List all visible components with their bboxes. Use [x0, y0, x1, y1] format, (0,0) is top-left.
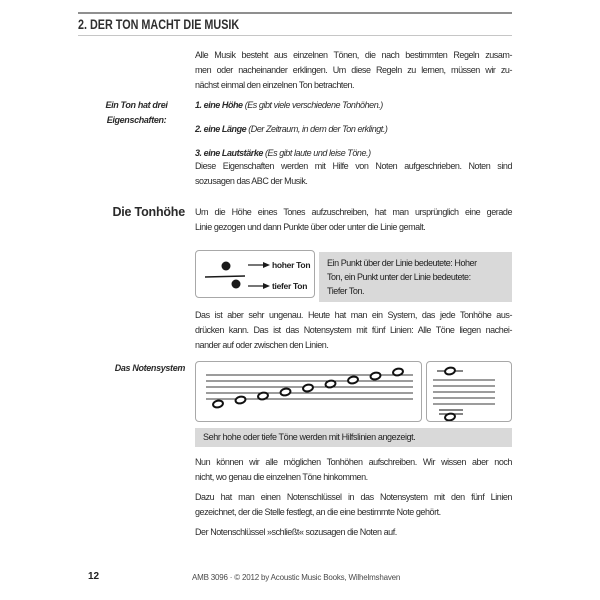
tonhoehe-paragraph: Um die Höhe eines Tones aufzuschreiben, hat man ursprünglich eine gerade Linie gezogen und dann Punkte über oder unter die Linie gemalt.	[195, 207, 512, 232]
callout-point-meaning: Ein Punkt über der Linie bedeutete: Hoher Ton, ein Punkt unter der Linie bedeutete: Tiefer Ton.	[319, 252, 512, 302]
properties-paragraph: Diese Eigenschaften werden mit Hilfe von Noten aufgeschrieben. Noten sind sozusagen das ABC der Musik.	[195, 161, 512, 186]
callout-hilfslinien: Sehr hohe oder tiefe Töne werden mit Hilfslinien angezeigt.	[195, 428, 512, 447]
sidebar-label-properties-line2: Eigenschaften:	[106, 115, 167, 125]
list-item-hoehe-label: 1. eine Höhe	[195, 100, 243, 110]
figure-staff-scale	[195, 361, 422, 422]
closing-paragraph-3: Der Notenschlüssel »schließt« sozusagen die Noten auf.	[195, 527, 397, 537]
list-item-hoehe	[195, 98, 512, 113]
intro-paragraph: Alle Musik besteht aus einzelnen Tönen, die nach bestimmten Regeln zusam- men oder nacheinander erklingen. Um diese Regeln zu lernen, müssen wir zu- nächst einmal den einzelnen Ton betrachten.	[195, 50, 512, 90]
footer-credit: AMB 3096 · © 2012 by Acoustic Music Books, Wilhelmshaven	[192, 573, 401, 582]
closing-paragraph-1: Nun können wir alle möglichen Tonhöhen aufschreiben. Wir wissen aber noch nicht, wo genau die einzelnen Töne hinkommen.	[195, 457, 512, 482]
system-paragraph: Das ist aber sehr ungenau. Heute hat man ein System, das jede Tonhöhe aus- drücken kann. Das ist das Notensystem mit fünf Linien: Alle Töne liegen nachei- nander auf oder zwischen den Linien.	[195, 310, 512, 350]
sidebar-label-properties-line1: Ein Ton hat drei	[105, 100, 168, 110]
closing-paragraph-2: Dazu hat man einen Notenschlüssel in das Notensystem mit den fünf Linien gezeichnet, der die Stelle festlegt, an die eine bestimmte Note gehört.	[195, 492, 512, 517]
top-rule	[78, 12, 512, 14]
page-number: 12	[88, 571, 100, 582]
list-item-hoehe-note: (Es gibt viele verschiedene Tonhöhen.)	[244, 100, 383, 110]
sidebar-label-properties	[78, 98, 185, 128]
list-item-laenge-note: (Der Zeitraum, in dem der Ton erklingt.)	[248, 124, 388, 134]
figure-ledger-lines	[426, 361, 512, 422]
page-title	[78, 17, 578, 32]
section-heading-tonhoehe: Die Tonhöhe	[112, 205, 185, 219]
title-underline	[78, 35, 512, 36]
list-item-laenge	[195, 122, 512, 137]
list-item-lautstaerke-label: 3. eine Lautstärke	[195, 148, 263, 158]
list-item-laenge-label: 2. eine Länge	[195, 124, 247, 134]
page-title-text: 2. DER TON MACHT DIE MUSIK	[78, 17, 240, 32]
sidebar-label-notensystem: Das Notensystem	[114, 363, 185, 373]
figure-line-dots	[195, 250, 315, 298]
list-item-lautstaerke-note: (Es gibt laute und leise Töne.)	[265, 148, 371, 158]
staff-ledger-notes-icon	[427, 362, 511, 421]
label-tiefer-ton: tiefer Ton	[272, 281, 308, 291]
label-hoher-ton: hoher Ton	[272, 260, 311, 270]
staff-ascending-notes-icon	[196, 362, 421, 421]
